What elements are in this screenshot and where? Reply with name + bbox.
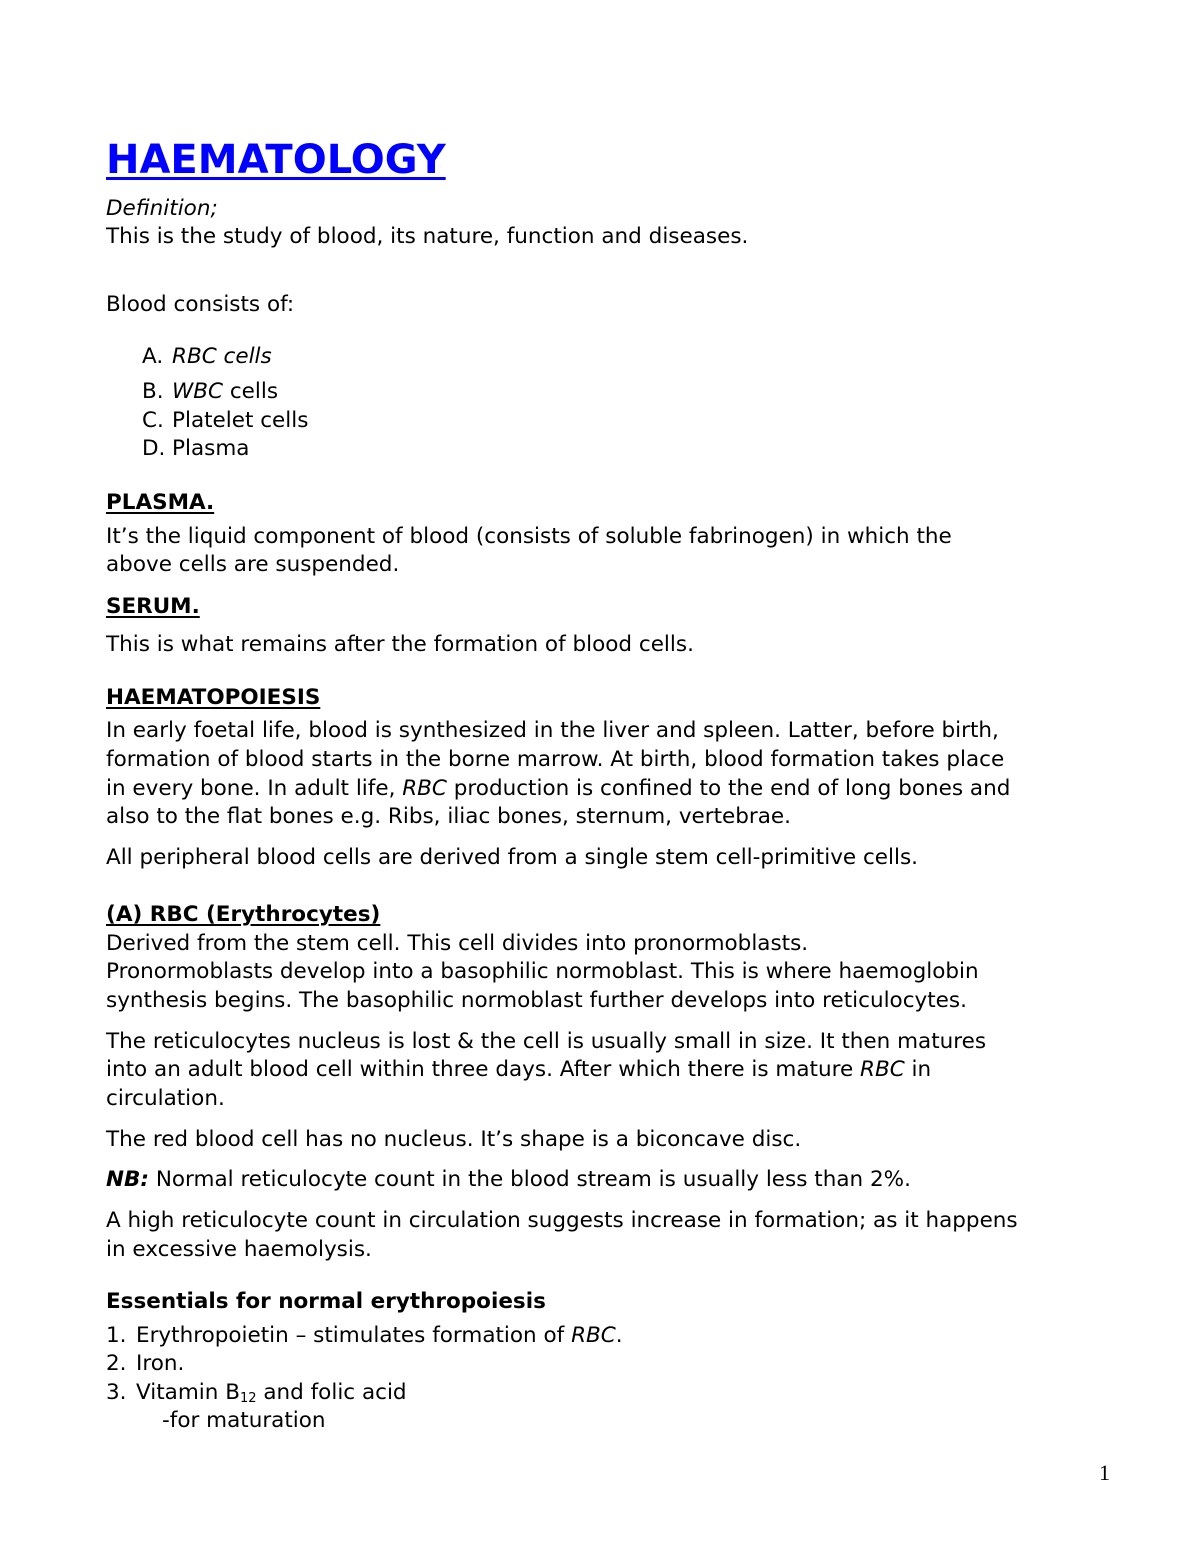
plasma-heading: PLASMA. <box>106 490 215 515</box>
list-item <box>142 435 249 463</box>
list-marker: 1. <box>106 1323 127 1348</box>
text-span: Erythropoietin – stimulates formation of <box>136 1323 572 1348</box>
page-title: HAEMATOLOGY <box>106 137 446 183</box>
rbc-text-line: synthesis begins. The basophilic normoblast further develops into reticulocytes. <box>106 988 967 1013</box>
abbr-rbc: RBC <box>402 776 447 801</box>
haematopoiesis-text-line: In early foetal life, blood is synthesized in the liver and spleen. Latter, before birth, <box>106 718 999 743</box>
list-item-text: RBC cells <box>172 344 272 369</box>
nb-text: Normal reticulocyte count in the blood stream is usually less than 2%. <box>148 1167 911 1192</box>
definition-text: This is the study of blood, its nature, function and diseases. <box>106 224 749 249</box>
abbr-rbc: RBC <box>571 1323 616 1348</box>
text-span: in <box>904 1057 932 1082</box>
rbc-heading: (A) RBC (Erythrocytes) <box>106 902 381 927</box>
plasma-text-line: above cells are suspended. <box>106 552 400 577</box>
essentials-heading: Essentials for normal erythropoiesis <box>106 1289 546 1314</box>
list-marker: D. <box>142 436 166 461</box>
text-span: and folic acid <box>256 1380 407 1405</box>
serum-text: This is what remains after the formation of blood cells. <box>106 632 694 657</box>
list-marker: 3. <box>106 1380 127 1405</box>
haematopoiesis-text-line <box>106 775 1010 803</box>
list-item-text: Iron. <box>136 1351 185 1376</box>
rbc-text-line: The red blood cell has no nucleus. It’s shape is a biconcave disc. <box>106 1127 802 1152</box>
list-item-text: cells <box>223 379 279 404</box>
list-item-text: Plasma <box>172 436 250 461</box>
haematopoiesis-heading: HAEMATOPOIESIS <box>106 685 321 710</box>
haematopoiesis-para2: All peripheral blood cells are derived from a single stem cell-primitive cells. <box>106 845 919 870</box>
rbc-text-line <box>106 1056 931 1084</box>
list-item-abbr: WBC <box>172 379 224 404</box>
subscript: 12 <box>239 1391 257 1406</box>
haematopoiesis-text-line: also to the flat bones e.g. Ribs, iliac bones, sternum, vertebrae. <box>106 804 791 829</box>
blood-consists-label: Blood consists of: <box>106 292 295 317</box>
list-marker: B. <box>142 379 164 404</box>
page-number: 1 <box>1099 1460 1110 1485</box>
list-item <box>142 343 272 371</box>
text-span: in every bone. In adult life, <box>106 776 403 801</box>
list-item-text: Platelet cells <box>172 408 309 433</box>
list-item <box>142 378 278 406</box>
text-span: production is confined to the end of long bones and <box>446 776 1011 801</box>
abbr-rbc: RBC <box>860 1057 905 1082</box>
text-span: Vitamin B <box>136 1380 240 1405</box>
rbc-text-line: in excessive haemolysis. <box>106 1237 372 1262</box>
rbc-text-line: Pronormoblasts develop into a basophilic normoblast. This is where haemoglobin <box>106 959 979 984</box>
text-span: into an adult blood cell within three days. After which there is mature <box>106 1057 861 1082</box>
list-marker: C. <box>142 408 164 433</box>
list-item <box>106 1350 184 1378</box>
rbc-text-line: The reticulocytes nucleus is lost & the cell is usually small in size. It then matures <box>106 1029 987 1054</box>
text-span: . <box>615 1323 623 1348</box>
list-item <box>106 1322 623 1350</box>
list-item <box>142 407 308 435</box>
list-marker: A. <box>142 344 164 369</box>
rbc-text-line: A high reticulocyte count in circulation suggests increase in formation; as it happens <box>106 1208 1018 1233</box>
rbc-text-line: circulation. <box>106 1086 225 1111</box>
nb-note <box>106 1166 911 1194</box>
serum-heading: SERUM. <box>106 594 200 619</box>
nb-label: NB: <box>106 1167 149 1192</box>
plasma-text-line: It’s the liquid component of blood (consists of soluble fabrinogen) in which the <box>106 524 952 549</box>
rbc-text-line: Derived from the stem cell. This cell divides into pronormoblasts. <box>106 931 809 956</box>
list-item-note: -for maturation <box>162 1408 326 1433</box>
haematopoiesis-text-line: formation of blood starts in the borne marrow. At birth, blood formation takes place <box>106 747 1005 772</box>
definition-label: Definition; <box>106 196 218 221</box>
list-marker: 2. <box>106 1351 127 1376</box>
